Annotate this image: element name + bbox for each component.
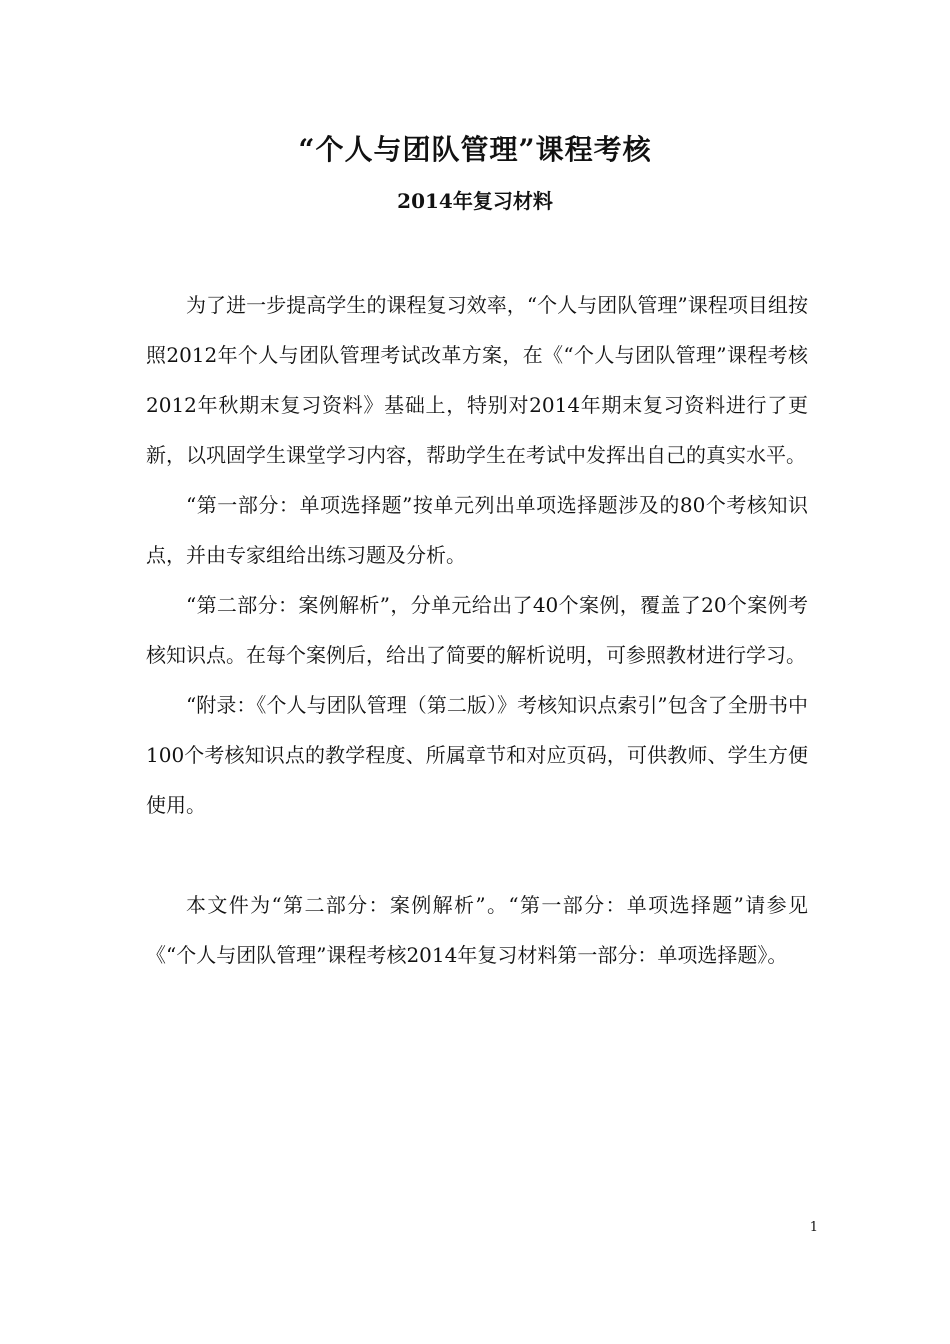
paragraph-part-two: “第二部分：案例解析”，分单元给出了40个案例，覆盖了20个案例考核知识点。在每个案例后，给出了简要的解析说明，可参照教材进行学习。 (146, 593, 808, 667)
paragraph-appendix: “附录：《个人与团队管理（第二版）》考核知识点索引”包含了全册书中100个考核知识点的教学程度、所属章节和对应页码，可供教师、学生方便使用。 (146, 693, 808, 817)
document-body (146, 280, 808, 980)
paragraph-file-note: 本文件为“第二部分：案例解析”。“第一部分：单项选择题”请参见《“个人与团队管理”课程考核2014年复习材料第一部分：单项选择题》。 (146, 893, 808, 967)
document-subtitle: 2014年复习材料 (397, 189, 553, 213)
document-title: “个人与团队管理”课程考核 (298, 133, 652, 166)
paragraph-intro: 为了进一步提高学生的课程复习效率，“个人与团队管理”课程项目组按照2012年个人与团队管理考试改革方案，在《“个人与团队管理”课程考核2012年秋期末复习资料》基础上，特别对2014年期末复习资料进行了更新，以巩固学生课堂学习内容，帮助学生在考试中发挥出自己的真实水平。 (146, 293, 808, 467)
page-number: 1 (809, 1220, 818, 1235)
paragraph-part-one: “第一部分：单项选择题”按单元列出单项选择题涉及的80个考核知识点，并由专家组给出练习题及分析。 (146, 493, 808, 567)
